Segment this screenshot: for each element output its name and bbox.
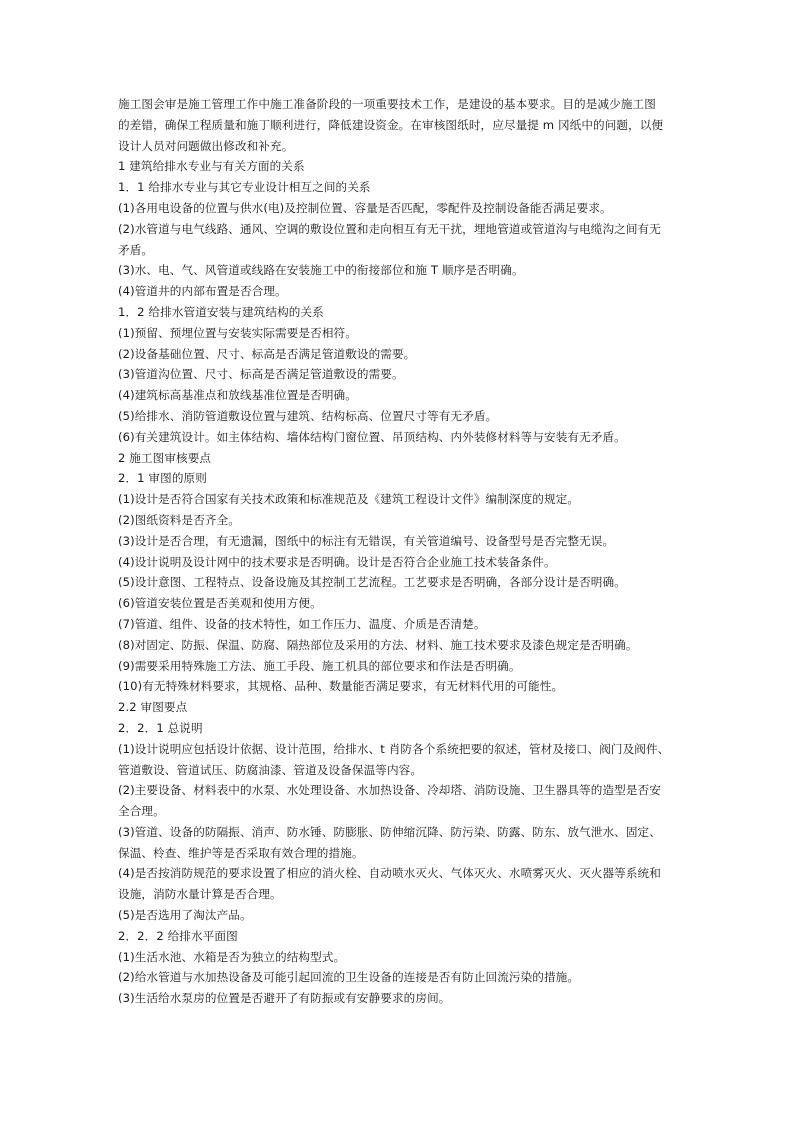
list-item: (1)预留、预埋位置与安装实际需要是否相符。 bbox=[118, 325, 357, 340]
list-item: (6)有关建筑设计。如主体结构、墙体结构门窗位置、吊顶结构、内外装修材料等与安装有无矛盾。 bbox=[118, 429, 626, 444]
subsubsection-heading-2-2-1: 2．2．1 总说明 bbox=[118, 720, 203, 735]
list-item: (3)水、电、气、风管道或线路在安装施工中的衔接部位和施 T 顺序是否明确。 bbox=[118, 263, 524, 278]
list-item: (7)管道、组件、设备的技术特性，如工作压力、温度、介质是否清楚。 bbox=[118, 616, 486, 631]
subsection-heading-1-2: 1．2 给排水管道安装与建筑结构的关系 bbox=[118, 304, 324, 319]
list-item-continued: 保温、柃查、维护等是否采取有效合理的措施。 bbox=[118, 845, 364, 860]
list-item: (1)设计说明应包括设计依据、设计范围，给排水、t 肖防各个系统把要的叙述，管材及接口、阀门及阀件、 bbox=[118, 741, 670, 756]
list-item: (5)是否选用了淘汰产品。 bbox=[118, 908, 252, 923]
list-item: (3)生活给水泵房的位置是否避开了有防振或有安静要求的房间。 bbox=[118, 991, 451, 1006]
list-item: (4)是否按消防规范的要求设置了相应的消火栓、自动喷水灭火、气体灭火、水喷雾灭火、灭火器等系统和 bbox=[118, 866, 661, 881]
list-item: (2)水管道与电气线路、通风、空调的敷设位置和走向相互有无干扰，埋地管道或管道沟与电缆沟之间有无 bbox=[118, 221, 661, 236]
list-item: (10)有无特殊材料要求，其规格、品种、数量能否满足要求，有无材料代用的可能性。 bbox=[118, 679, 564, 694]
section-heading-1: 1 建筑给排水专业与有关方面的关系 bbox=[118, 159, 305, 174]
list-item: (4)设计说明及设计网中的技术要求是否明确。设计是否符合企业施工技术装备条件。 bbox=[118, 554, 556, 569]
subsection-heading-1-1: 1．1 给排水专业与其它专业设计相互之间的关系 bbox=[118, 180, 371, 195]
list-item: (4)建筑标高基准点和放线基准位置是否明确。 bbox=[118, 388, 357, 403]
intro-line-3: 设计人员对问题做出修改和补充。 bbox=[118, 138, 294, 153]
list-item: (5)设计意图、工程特点、设备设施及其控制工艺流程。工艺要求是否明确，各部分设计是否明确。 bbox=[118, 575, 626, 590]
list-item: (1)各用电设备的位置与供水(电)及控制位置、容量是否匹配，零配件及控制设备能否满足要求。 bbox=[118, 200, 612, 215]
subsubsection-heading-2-2-2: 2．2．2 给排水平面图 bbox=[118, 928, 238, 943]
list-item: (9)需要采用特殊施工方法、施工手段、施工机具的部位要求和作法是否明确。 bbox=[118, 658, 521, 673]
list-item-continued: 管道敷设、管道试压、防腐油漆、管道及设备保温等内容。 bbox=[118, 762, 423, 777]
list-item: (1)设计是否符合国家有关技术政策和标准规范及《建筑工程设计文件》编制深度的规定。 bbox=[118, 492, 580, 507]
document-body bbox=[118, 94, 678, 1009]
intro-line-2: 的差错，确保工程质量和施丁顺利进行，降低建设资金。在审核图纸时，应尽量提 m 冈纸中的问题，以便 bbox=[118, 117, 664, 132]
list-item: (6)管道安装位置是否美观和使用方便。 bbox=[118, 596, 322, 611]
list-item: (4)管道井的内部布置是否合理。 bbox=[118, 284, 287, 299]
list-item: (8)对固定、防振、保温、防腐、隔热部位及采用的方法、材料、施工技术要求及漆色规定是否明确。 bbox=[118, 637, 638, 652]
list-item-continued: 全合理。 bbox=[118, 804, 165, 819]
list-item: (3)管道、设备的防隔振、消声、防水锤、防膨胀、防伸缩沉降、防污染、防露、防东、放气泄水、固定、 bbox=[118, 824, 661, 839]
list-item: (2)给水管道与水加热设备及可能引起回流的卫生设备的连接是否有防止回流污染的措施。 bbox=[118, 970, 580, 985]
list-item: (3)设计是否合理，有无遗漏，图纸中的标注有无错误，有关管道编号、设备型号是否完整无误。 bbox=[118, 533, 615, 548]
list-item: (2)设备基础位置、尺寸、标高是否满足管道敷设的需要。 bbox=[118, 346, 416, 361]
list-item-continued: 设施，消防水量计算是否合理。 bbox=[118, 887, 282, 902]
intro-line-1: 施工图会审是施工管理工作中施工准备阶段的一项重要技术工作，是建设的基本要求。目的是减少施工图 bbox=[118, 97, 656, 111]
list-item: (1)生活水池、水箱是否为独立的结构型式。 bbox=[118, 949, 346, 964]
list-item-continued: 矛盾。 bbox=[118, 242, 154, 257]
list-item: (2)图纸资料是否齐全。 bbox=[118, 512, 240, 527]
subsection-heading-2-2: 2.2 审图要点 bbox=[118, 700, 188, 715]
section-heading-2: 2 施工图审核要点 bbox=[118, 450, 212, 465]
list-item: (2)主要设备、材料表中的水泵、水处理设备、水加热设备、冷却塔、消防设施、卫生器具等的造型是否安 bbox=[118, 783, 661, 798]
list-item: (5)给排水、消防管道敷设位置与建筑、结构标高、位置尺寸等有无矛盾。 bbox=[118, 408, 498, 423]
list-item: (3)管道沟位置、尺寸、标高是否满足管道敷设的需要。 bbox=[118, 367, 404, 382]
subsection-heading-2-1: 2．1 审图的原则 bbox=[118, 471, 207, 486]
